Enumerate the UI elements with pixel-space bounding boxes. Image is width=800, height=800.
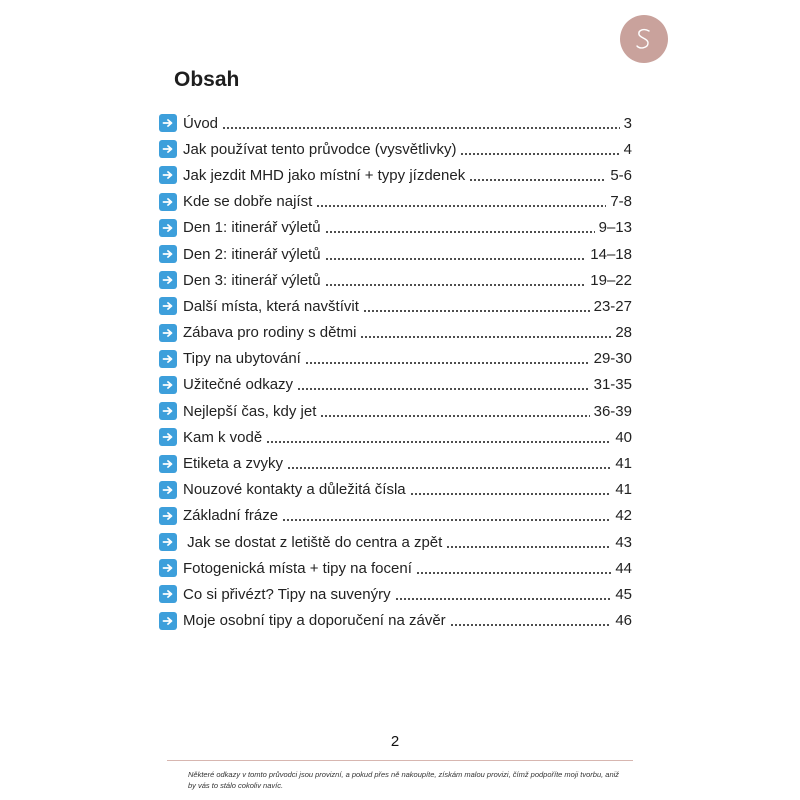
brand-logo	[620, 15, 668, 63]
right-arrow-icon	[159, 533, 177, 551]
right-arrow-icon	[159, 428, 177, 446]
dot-leader	[450, 624, 612, 626]
toc-entry[interactable]	[159, 608, 632, 634]
toc-entry-page: 43	[615, 533, 632, 551]
right-arrow-icon	[159, 376, 177, 394]
toc-entry-page: 29-30	[593, 350, 632, 368]
right-arrow-icon	[159, 402, 177, 420]
dot-leader	[410, 493, 612, 495]
toc-entry-page: 42	[615, 507, 632, 525]
dot-leader	[446, 546, 611, 548]
right-arrow-icon	[159, 297, 177, 315]
toc-entry-title: Den 1: itinerář výletů	[183, 219, 321, 237]
toc-entry-page: 28	[615, 324, 632, 342]
toc-entry[interactable]	[159, 424, 632, 450]
dot-leader	[287, 467, 611, 469]
toc-entry-page: 44	[615, 559, 632, 577]
toc-entry[interactable]	[159, 555, 632, 581]
right-arrow-icon	[159, 612, 177, 630]
right-arrow-icon	[159, 324, 177, 342]
toc-entry-page: 45	[615, 585, 632, 603]
right-arrow-icon	[159, 245, 177, 263]
right-arrow-icon	[159, 140, 177, 158]
toc-entry[interactable]	[159, 581, 632, 607]
toc-entry-title: Fotogenická místa + tipy na focení	[183, 559, 412, 577]
dot-leader	[460, 153, 619, 155]
toc-entry[interactable]	[159, 529, 632, 555]
dot-leader	[416, 572, 611, 574]
toc-entry-title: Úvod	[183, 114, 219, 132]
toc-entry[interactable]	[159, 320, 632, 346]
toc-entry-page: 3	[623, 114, 632, 132]
footer-divider	[167, 760, 633, 761]
toc-entry-page: 4	[623, 140, 632, 158]
toc-entry[interactable]	[159, 162, 632, 188]
toc-entry-title: Etiketa a zvyky	[183, 455, 284, 473]
page-number: 2	[390, 733, 400, 750]
toc-entry-title: Tipy na ubytování	[183, 350, 301, 368]
right-arrow-icon	[159, 271, 177, 289]
right-arrow-icon	[159, 166, 177, 184]
dot-leader	[297, 388, 590, 390]
dot-leader	[305, 362, 590, 364]
table-of-contents	[159, 110, 632, 634]
right-arrow-icon	[159, 350, 177, 368]
toc-entry-page: 46	[615, 612, 632, 630]
toc-entry[interactable]	[159, 398, 632, 424]
toc-entry-title: Jak jezdit MHD jako místní + typy jízdenek	[183, 166, 466, 184]
dot-leader	[325, 258, 587, 260]
toc-entry[interactable]	[159, 136, 632, 162]
affiliate-disclaimer: Některé odkazy v tomto průvodci jsou provizní, a pokud přes ně nakoupíte, získám malou provizi, čímž podpoříte moji tvorbu, aniž by vás to stálo cokoliv navíc.	[188, 770, 620, 790]
toc-entry[interactable]	[159, 267, 632, 293]
toc-entry[interactable]	[159, 346, 632, 372]
toc-entry-title: Moje osobní tipy a doporučení na závěr	[183, 612, 446, 630]
toc-entry[interactable]	[159, 215, 632, 241]
right-arrow-icon	[159, 193, 177, 211]
dot-leader	[395, 598, 612, 600]
script-s-monogram-icon	[629, 24, 659, 54]
right-arrow-icon	[159, 585, 177, 603]
toc-entry-page: 23-27	[593, 297, 632, 315]
right-arrow-icon	[159, 507, 177, 525]
toc-entry[interactable]	[159, 189, 632, 215]
toc-entry-title: Den 2: itinerář výletů	[183, 245, 321, 263]
dot-leader	[325, 284, 587, 286]
toc-entry[interactable]	[159, 477, 632, 503]
dot-leader	[360, 336, 611, 338]
toc-entry-title: Další místa, která navštívit	[183, 297, 359, 315]
toc-entry[interactable]	[159, 503, 632, 529]
toc-entry-title: Zábava pro rodiny s dětmi	[183, 324, 357, 342]
dot-leader	[363, 310, 590, 312]
dot-leader	[282, 519, 611, 521]
toc-entry-title: Užitečné odkazy	[183, 376, 294, 394]
dot-leader	[316, 205, 606, 207]
toc-entry[interactable]	[159, 450, 632, 476]
toc-entry-title: Nouzové kontakty a důležitá čísla	[183, 481, 406, 499]
toc-entry-title: Co si přivézt? Tipy na suvenýry	[183, 585, 391, 603]
toc-entry-page: 7-8	[610, 193, 632, 211]
dot-leader	[325, 231, 595, 233]
toc-entry[interactable]	[159, 241, 632, 267]
toc-entry-page: 19–22	[590, 271, 632, 289]
toc-entry-page: 41	[615, 455, 632, 473]
toc-entry-title: Kde se dobře najíst	[183, 193, 313, 211]
toc-entry-title: Kam k vodě	[183, 428, 263, 446]
toc-entry-page: 40	[615, 428, 632, 446]
toc-entry-title: Jak se dostat z letiště do centra a zpět	[183, 533, 443, 551]
toc-entry-title: Nejlepší čas, kdy jet	[183, 402, 317, 420]
dot-leader	[320, 415, 589, 417]
right-arrow-icon	[159, 481, 177, 499]
dot-leader	[222, 127, 620, 129]
toc-entry-title: Jak používat tento průvodce (vysvětlivky)	[183, 140, 457, 158]
toc-entry-page: 5-6	[610, 166, 632, 184]
right-arrow-icon	[159, 219, 177, 237]
right-arrow-icon	[159, 114, 177, 132]
toc-entry-page: 31-35	[593, 376, 632, 394]
right-arrow-icon	[159, 559, 177, 577]
toc-entry[interactable]	[159, 110, 632, 136]
page-title: Obsah	[174, 68, 240, 91]
toc-entry[interactable]	[159, 372, 632, 398]
toc-entry-title: Základní fráze	[183, 507, 279, 525]
toc-entry-page: 36-39	[593, 402, 632, 420]
toc-entry[interactable]	[159, 293, 632, 319]
toc-entry-page: 41	[615, 481, 632, 499]
toc-entry-page: 9–13	[598, 219, 632, 237]
toc-entry-title: Den 3: itinerář výletů	[183, 271, 321, 289]
dot-leader	[469, 179, 606, 181]
toc-entry-page: 14–18	[590, 245, 632, 263]
right-arrow-icon	[159, 455, 177, 473]
dot-leader	[266, 441, 611, 443]
